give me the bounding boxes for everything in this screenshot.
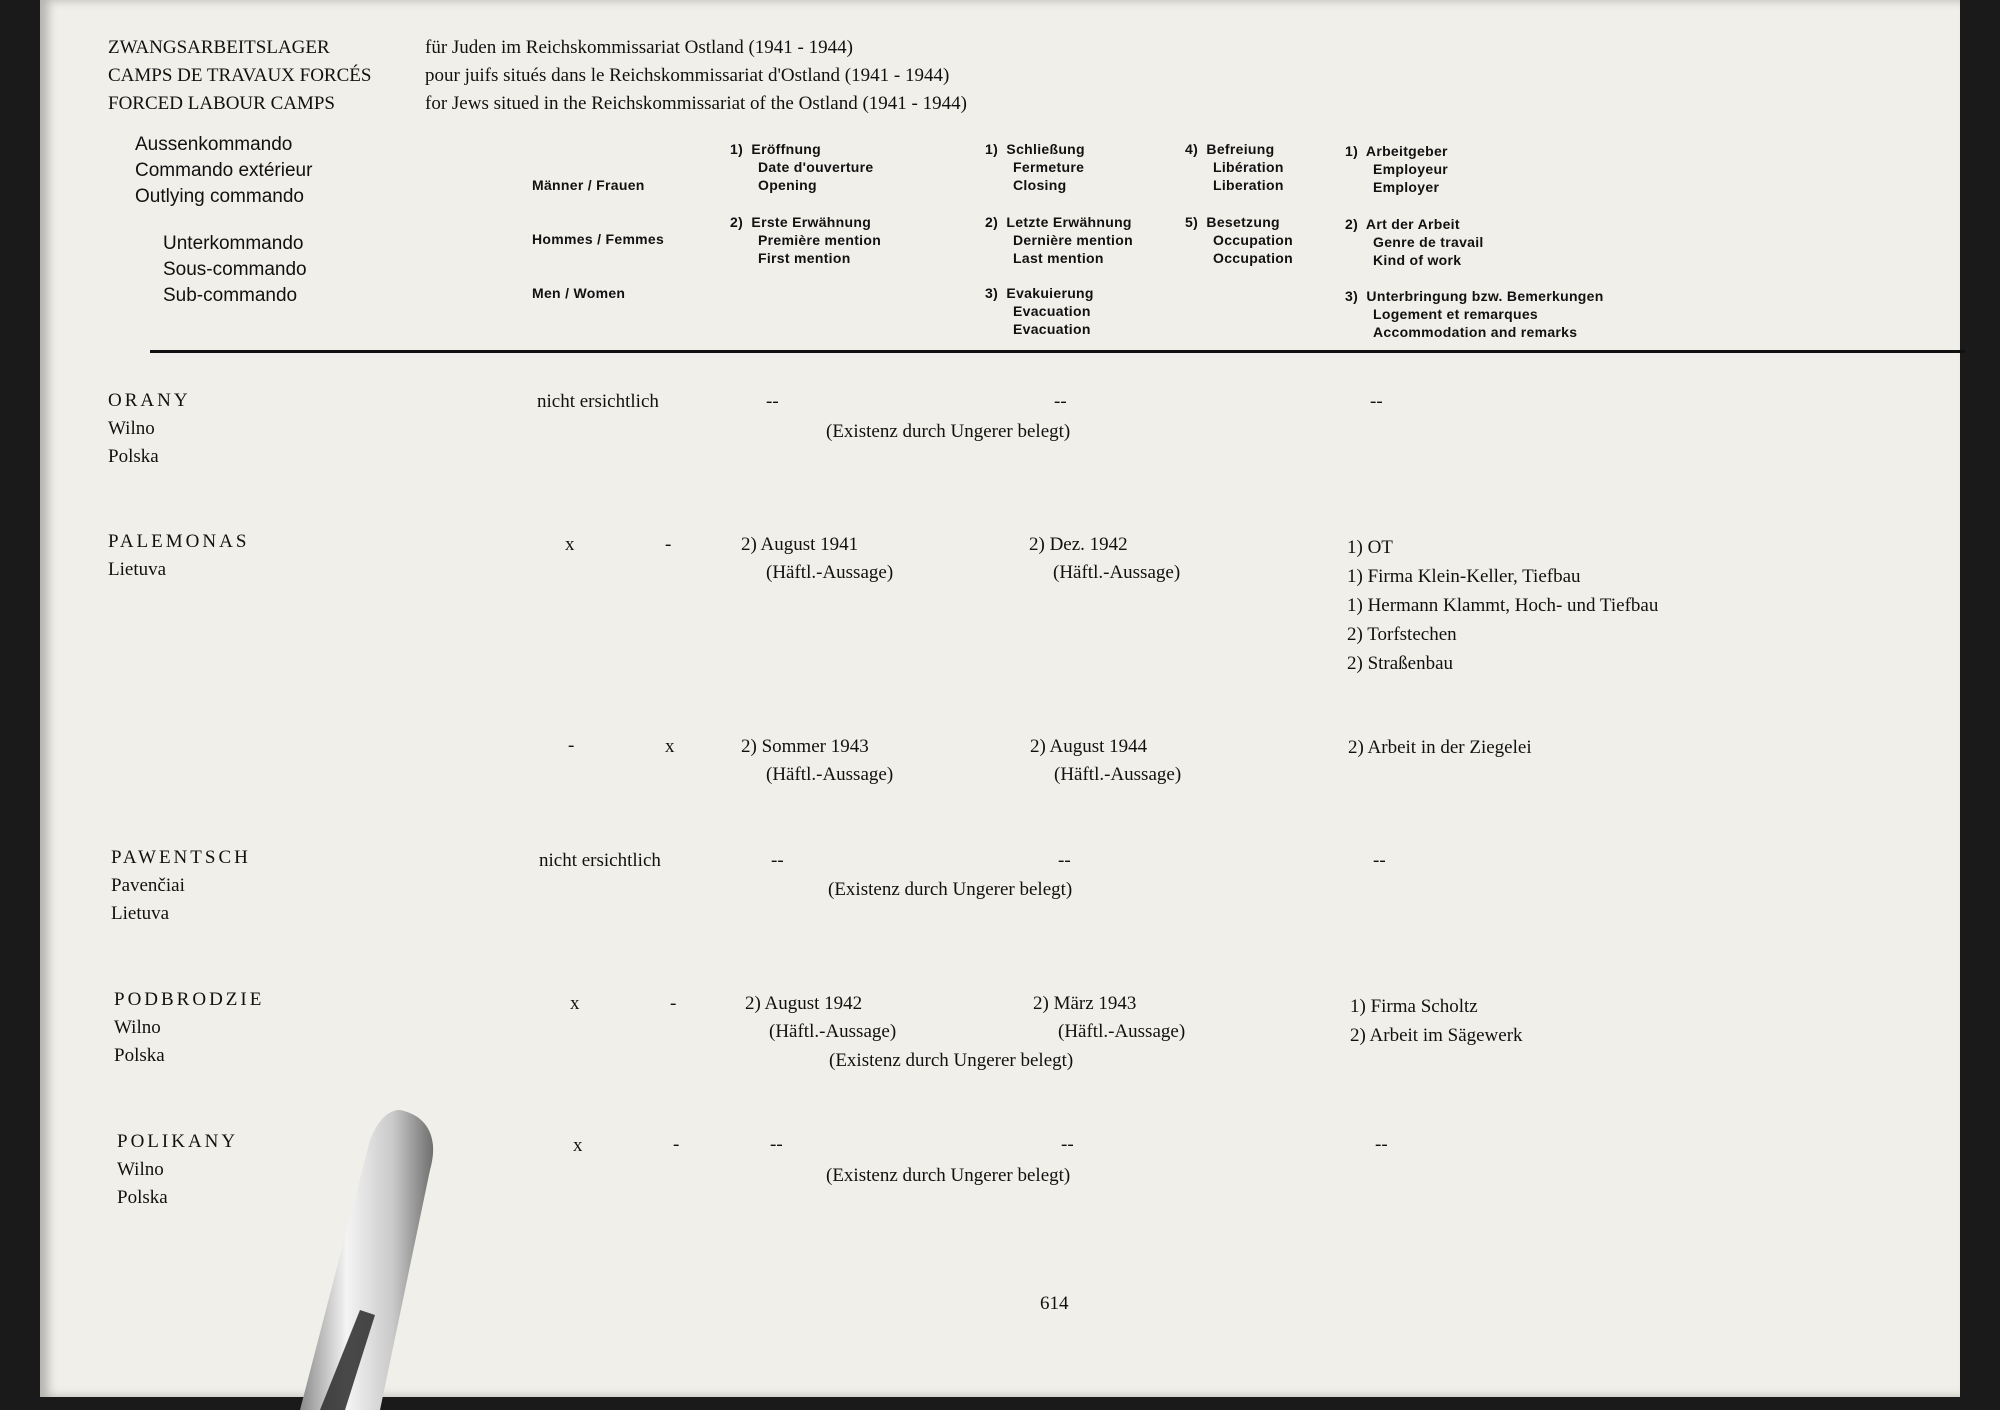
legend-line: 4) Befreiung: [1185, 141, 1275, 157]
legend-opening: [730, 140, 874, 194]
legend-occupation: [1185, 213, 1293, 267]
legend-line: Opening: [758, 177, 817, 193]
men-value: x: [565, 534, 575, 555]
legend-closing: [985, 140, 1085, 194]
employer-line: 2) Arbeit in der Ziegelei: [1348, 737, 1532, 758]
men-value: x: [573, 1135, 583, 1156]
legend-line: Libération: [1213, 159, 1284, 175]
legend-line: Accommodation and remarks: [1373, 324, 1578, 340]
legend-line: Evacuation: [1013, 321, 1091, 337]
legend-line: Last mention: [1013, 250, 1104, 266]
legend-line: Occupation: [1213, 232, 1294, 248]
legend-line: 1) Schließung: [985, 141, 1085, 157]
place-name: ORANY: [108, 390, 191, 411]
entry-place: [111, 844, 251, 928]
opening-value: --: [771, 850, 784, 871]
place-region: Wilno: [117, 1159, 164, 1180]
legend-line: Kind of work: [1373, 252, 1462, 268]
opening-value: --: [766, 391, 779, 412]
legend-line: Hommes / Femmes: [532, 231, 665, 247]
opening-value: 2) August 1941: [741, 534, 859, 555]
existence-note: (Existenz durch Ungerer belegt): [826, 421, 1071, 442]
subtitle-de: für Juden im Reichskommissariat Ostland (1941 - 1944): [425, 37, 853, 58]
legend-line: Men / Women: [532, 285, 626, 301]
place-country: Lietuva: [108, 559, 167, 580]
outlying-fr: Commando extérieur: [135, 160, 313, 181]
legend-line: Date d'ouverture: [758, 159, 874, 175]
title-fr: CAMPS DE TRAVAUX FORCÉS: [108, 65, 372, 86]
women-value: -: [673, 1134, 680, 1155]
title-en: FORCED LABOUR CAMPS: [108, 93, 335, 114]
place-name: POLIKANY: [117, 1131, 239, 1152]
legend-line: 3) Unterbringung bzw. Bemerkungen: [1345, 288, 1604, 304]
legend-line: 5) Besetzung: [1185, 214, 1280, 230]
closing-value: 2) August 1944: [1030, 736, 1148, 757]
title-block: [108, 34, 371, 118]
men-women-value: nicht ersichtlich: [539, 850, 661, 871]
opening-value: 2) August 1942: [745, 993, 863, 1014]
opening-source: (Häftl.-Aussage): [766, 764, 894, 785]
employer-line: 2) Arbeit im Sägewerk: [1350, 1025, 1523, 1046]
closing-value: --: [1058, 850, 1071, 871]
legend-line: Fermeture: [1013, 159, 1085, 175]
employer-lines: [1350, 992, 1523, 1050]
employer-line: 1) Firma Scholtz: [1350, 996, 1478, 1017]
employer-line: 1) Firma Klein-Keller, Tiefbau: [1347, 566, 1581, 587]
men-women-value: nicht ersichtlich: [537, 391, 659, 412]
employer-line: 1) Hermann Klammt, Hoch- und Tiefbau: [1347, 595, 1659, 616]
title-de: ZWANGSARBEITSLAGER: [108, 37, 330, 58]
legend-line: 2) Art der Arbeit: [1345, 216, 1460, 232]
women-value: -: [670, 993, 677, 1014]
legend-line: Männer / Frauen: [532, 177, 645, 193]
subcommando-en: Sub-commando: [163, 285, 298, 306]
subtitle-fr: pour juifs situés dans le Reichskommissariat d'Ostland (1941 - 1944): [425, 65, 950, 86]
men-value: x: [570, 993, 580, 1014]
entry-place: [108, 387, 191, 471]
employer-value: --: [1373, 850, 1386, 871]
entry-place: [108, 528, 249, 584]
existence-note: (Existenz durch Ungerer belegt): [826, 1165, 1071, 1186]
men-value: -: [568, 735, 575, 756]
place-country: Polska: [108, 446, 159, 467]
employer-line: 2) Straßenbau: [1347, 653, 1454, 674]
legend-line: Dernière mention: [1013, 232, 1133, 248]
closing-source: (Häftl.-Aussage): [1054, 764, 1182, 785]
employer-lines: [1347, 533, 1658, 678]
legend-employer: [1345, 142, 1448, 196]
place-country: Polska: [117, 1187, 168, 1208]
employer-value: --: [1375, 1134, 1388, 1155]
place-region: Wilno: [108, 418, 155, 439]
opening-value: 2) Sommer 1943: [741, 736, 869, 757]
closing-value: 2) Dez. 1942: [1029, 534, 1128, 555]
legend-evacuation: [985, 284, 1094, 338]
employer-line: 1) OT: [1347, 537, 1393, 558]
women-value: x: [665, 736, 675, 757]
legend-last-mention: [985, 213, 1133, 267]
outlying-en: Outlying commando: [135, 186, 304, 207]
outlying-commando-heading: [135, 132, 312, 210]
employer-value: --: [1370, 391, 1383, 412]
subcommando-fr: Sous-commando: [163, 259, 307, 280]
legend-line: Employer: [1373, 179, 1440, 195]
legend-line: Employeur: [1373, 161, 1449, 177]
opening-value: --: [770, 1134, 783, 1155]
legend-line: Genre de travail: [1373, 234, 1484, 250]
legend-line: 1) Eröffnung: [730, 141, 821, 157]
entry-place: [117, 1128, 238, 1212]
legend-line: 2) Erste Erwähnung: [730, 214, 872, 230]
existence-note: (Existenz durch Ungerer belegt): [829, 1050, 1074, 1071]
header-rule: [150, 350, 1965, 353]
subtitle-en: for Jews situed in the Reichskommissariat of the Ostland (1941 - 1944): [425, 93, 967, 114]
legend-line: Logement et remarques: [1373, 306, 1539, 322]
opening-source: (Häftl.-Aussage): [769, 1021, 897, 1042]
legend-work: [1345, 215, 1484, 269]
legend-line: Closing: [1013, 177, 1067, 193]
closing-value: --: [1054, 391, 1067, 412]
closing-value: --: [1061, 1134, 1074, 1155]
outlying-de: Aussenkommando: [135, 134, 293, 155]
place-name: PODBRODZIE: [114, 989, 265, 1010]
closing-source: (Häftl.-Aussage): [1053, 562, 1181, 583]
legend-line: Occupation: [1213, 250, 1294, 266]
legend-line: Evacuation: [1013, 303, 1091, 319]
sub-commando-heading: [163, 231, 307, 309]
place-country: Lietuva: [111, 903, 170, 924]
closing-source: (Häftl.-Aussage): [1058, 1021, 1186, 1042]
legend-gender: [532, 140, 664, 338]
legend-line: Première mention: [758, 232, 882, 248]
place-region: Pavenčiai: [111, 875, 185, 896]
employer-line: 2) Torfstechen: [1347, 624, 1457, 645]
place-name: PAWENTSCH: [111, 847, 251, 868]
subtitle-block: [425, 34, 967, 118]
place-country: Polska: [114, 1045, 165, 1066]
existence-note: (Existenz durch Ungerer belegt): [828, 879, 1073, 900]
legend-liberation: [1185, 140, 1284, 194]
legend-line: 2) Letzte Erwähnung: [985, 214, 1132, 230]
page-number: 614: [1040, 1293, 1069, 1314]
legend-remarks: [1345, 287, 1604, 341]
subcommando-de: Unterkommando: [163, 233, 304, 254]
legend-line: First mention: [758, 250, 851, 266]
place-name: PALEMONAS: [108, 531, 250, 552]
opening-source: (Häftl.-Aussage): [766, 562, 894, 583]
place-region: Wilno: [114, 1017, 161, 1038]
legend-line: 1) Arbeitgeber: [1345, 143, 1448, 159]
legend-first-mention: [730, 213, 881, 267]
legend-line: Liberation: [1213, 177, 1284, 193]
entry-place: [114, 986, 264, 1070]
legend-line: 3) Evakuierung: [985, 285, 1094, 301]
pen-object: [300, 1110, 450, 1410]
women-value: -: [665, 534, 672, 555]
closing-value: 2) März 1943: [1033, 993, 1137, 1014]
